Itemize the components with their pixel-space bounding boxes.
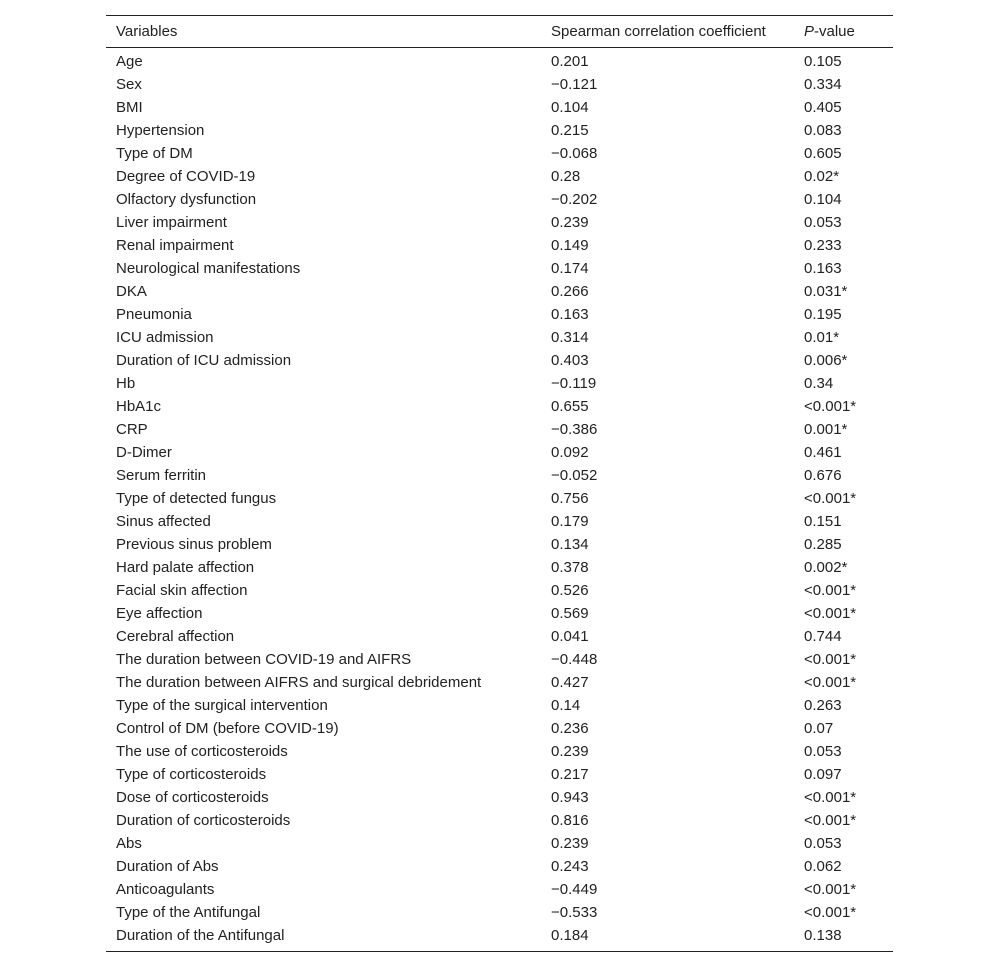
- cell-p-value: 0.138: [804, 927, 842, 944]
- header-p-letter: P: [804, 23, 815, 40]
- cell-p-value: 0.744: [804, 628, 842, 645]
- cell-coefficient: 0.239: [551, 835, 589, 852]
- cell-variable: Facial skin affection: [116, 582, 248, 599]
- cell-coefficient: 0.427: [551, 674, 589, 691]
- cell-variable: Type of the surgical intervention: [116, 697, 328, 714]
- cell-coefficient: −0.202: [551, 191, 598, 208]
- cell-coefficient: −0.119: [551, 375, 597, 392]
- cell-variable: Degree of COVID-19: [116, 168, 256, 185]
- cell-coefficient: 0.201: [551, 53, 589, 70]
- cell-p-value: 0.053: [804, 743, 842, 760]
- cell-coefficient: 0.403: [551, 352, 589, 369]
- cell-variable: Serum ferritin: [116, 467, 207, 484]
- table-row: [106, 464, 893, 487]
- cell-coefficient: 0.134: [551, 536, 589, 553]
- cell-p-value: 0.053: [804, 214, 842, 231]
- cell-p-value: <0.001*: [804, 398, 857, 415]
- cell-variable: Type of DM: [116, 145, 193, 162]
- table-row: [106, 832, 893, 855]
- table-row: [106, 625, 893, 648]
- cell-p-value: 0.07: [804, 720, 834, 737]
- cell-p-value: <0.001*: [804, 789, 857, 806]
- cell-variable: Duration of Abs: [116, 858, 219, 875]
- cell-coefficient: 0.179: [551, 513, 589, 530]
- cell-variable: Type of corticosteroids: [116, 766, 267, 783]
- cell-variable: Olfactory dysfunction: [116, 191, 257, 208]
- cell-coefficient: 0.163: [551, 306, 589, 323]
- cell-coefficient: 0.184: [551, 927, 589, 944]
- cell-p-value: <0.001*: [804, 651, 857, 668]
- table-row: [106, 855, 893, 878]
- cell-coefficient: 0.092: [551, 444, 589, 461]
- table-row: [106, 717, 893, 740]
- table-row: [106, 694, 893, 717]
- cell-p-value: <0.001*: [804, 490, 857, 507]
- table-row: [106, 441, 893, 464]
- table-row: [106, 372, 893, 395]
- table-row: [106, 901, 893, 924]
- cell-variable: D-Dimer: [116, 444, 172, 461]
- cell-p-value: 0.405: [804, 99, 842, 116]
- cell-coefficient: 0.215: [551, 122, 589, 139]
- cell-p-value: 0.461: [804, 444, 842, 461]
- cell-p-value: 0.263: [804, 697, 842, 714]
- cell-variable: Cerebral affection: [116, 628, 235, 645]
- cell-p-value: <0.001*: [804, 605, 857, 622]
- cell-variable: CRP: [116, 421, 148, 438]
- cell-variable: Sinus affected: [116, 513, 211, 530]
- cell-p-value: 0.006*: [804, 352, 848, 369]
- cell-variable: Hb: [116, 375, 136, 392]
- cell-coefficient: 0.239: [551, 743, 589, 760]
- cell-variable: Hard palate affection: [116, 559, 255, 576]
- cell-variable: Sex: [116, 76, 142, 93]
- cell-variable: Age: [116, 53, 143, 70]
- table-row: [106, 142, 893, 165]
- table-row: [106, 809, 893, 832]
- table-row: [106, 487, 893, 510]
- cell-p-value: <0.001*: [804, 904, 857, 921]
- table-row: [106, 556, 893, 579]
- cell-coefficient: 0.816: [551, 812, 589, 829]
- cell-variable: Liver impairment: [116, 214, 227, 231]
- table-row: [106, 648, 893, 671]
- cell-coefficient: −0.448: [551, 651, 598, 668]
- cell-coefficient: 0.943: [551, 789, 589, 806]
- cell-coefficient: 0.243: [551, 858, 589, 875]
- cell-variable: ICU admission: [116, 329, 214, 346]
- cell-p-value: 0.105: [804, 53, 842, 70]
- cell-p-value: 0.001*: [804, 421, 848, 438]
- cell-p-value: 0.002*: [804, 559, 848, 576]
- table-row: [106, 510, 893, 533]
- cell-coefficient: −0.533: [551, 904, 598, 921]
- cell-p-value: <0.001*: [804, 674, 857, 691]
- cell-p-value: 0.334: [804, 76, 842, 93]
- cell-p-value: 0.34: [804, 375, 834, 392]
- cell-p-value: 0.163: [804, 260, 842, 277]
- table-row: [106, 211, 893, 234]
- table-row: [106, 96, 893, 119]
- cell-p-value: 0.01*: [804, 329, 840, 346]
- cell-variable: Neurological manifestations: [116, 260, 301, 277]
- table-body: [106, 50, 893, 951]
- header-spearman: Spearman correlation coefficient: [551, 23, 766, 40]
- cell-p-value: <0.001*: [804, 582, 857, 599]
- cell-variable: Anticoagulants: [116, 881, 215, 898]
- cell-coefficient: 0.756: [551, 490, 589, 507]
- cell-variable: Type of detected fungus: [116, 490, 277, 507]
- header-p-value: [794, 16, 893, 47]
- cell-variable: Previous sinus problem: [116, 536, 272, 553]
- cell-coefficient: 0.314: [551, 329, 589, 346]
- cell-variable: HbA1c: [116, 398, 162, 415]
- cell-variable: The duration between COVID-19 and AIFRS: [116, 651, 412, 668]
- cell-coefficient: −0.052: [551, 467, 598, 484]
- cell-variable: The use of corticosteroids: [116, 743, 288, 760]
- cell-coefficient: 0.266: [551, 283, 589, 300]
- table-row: [106, 188, 893, 211]
- cell-coefficient: 0.217: [551, 766, 589, 783]
- cell-coefficient: −0.068: [551, 145, 598, 162]
- table-row: [106, 924, 893, 947]
- cell-p-value: 0.031*: [804, 283, 848, 300]
- correlation-table: [106, 15, 893, 952]
- cell-variable: DKA: [116, 283, 147, 300]
- table-row: [106, 73, 893, 96]
- cell-p-value: 0.02*: [804, 168, 840, 185]
- table-row: [106, 280, 893, 303]
- cell-coefficient: −0.449: [551, 881, 598, 898]
- table-row: [106, 602, 893, 625]
- cell-p-value: <0.001*: [804, 881, 857, 898]
- table-row: [106, 763, 893, 786]
- table-row: [106, 119, 893, 142]
- table-row: [106, 740, 893, 763]
- table-row: [106, 50, 893, 73]
- cell-variable: BMI: [116, 99, 143, 116]
- table-row: [106, 165, 893, 188]
- cell-variable: Dose of corticosteroids: [116, 789, 269, 806]
- cell-coefficient: 0.569: [551, 605, 589, 622]
- table-row: [106, 326, 893, 349]
- table-row: [106, 786, 893, 809]
- cell-p-value: 0.062: [804, 858, 842, 875]
- table-row: [106, 395, 893, 418]
- header-p-suffix: -value: [814, 23, 855, 40]
- cell-p-value: 0.083: [804, 122, 842, 139]
- cell-variable: Duration of the Antifungal: [116, 927, 285, 944]
- cell-coefficient: 0.239: [551, 214, 589, 231]
- table-row: [106, 418, 893, 441]
- cell-coefficient: 0.104: [551, 99, 589, 116]
- cell-p-value: 0.676: [804, 467, 842, 484]
- cell-coefficient: 0.041: [551, 628, 589, 645]
- cell-coefficient: −0.386: [551, 421, 598, 438]
- cell-coefficient: 0.149: [551, 237, 589, 254]
- cell-variable: Pneumonia: [116, 306, 192, 323]
- table-row: [106, 671, 893, 694]
- cell-variable: Type of the Antifungal: [116, 904, 261, 921]
- cell-coefficient: −0.121: [551, 76, 598, 93]
- cell-variable: Abs: [116, 835, 142, 852]
- cell-p-value: 0.285: [804, 536, 842, 553]
- cell-variable: Eye affection: [116, 605, 203, 622]
- cell-variable: Control of DM (before COVID-19): [116, 720, 339, 737]
- cell-variable: Hypertension: [116, 122, 205, 139]
- cell-variable: The duration between AIFRS and surgical debridement: [116, 674, 482, 691]
- cell-variable: Duration of corticosteroids: [116, 812, 291, 829]
- cell-coefficient: 0.378: [551, 559, 589, 576]
- cell-coefficient: 0.174: [551, 260, 589, 277]
- cell-variable: Duration of ICU admission: [116, 352, 292, 369]
- table-row: [106, 303, 893, 326]
- table-row: [106, 349, 893, 372]
- cell-p-value: 0.195: [804, 306, 842, 323]
- cell-p-value: <0.001*: [804, 812, 857, 829]
- table-row: [106, 878, 893, 901]
- cell-p-value: 0.233: [804, 237, 842, 254]
- table-row: [106, 257, 893, 280]
- table-row: [106, 533, 893, 556]
- header-variables: Variables: [116, 23, 178, 40]
- cell-coefficient: 0.28: [551, 168, 581, 185]
- cell-coefficient: 0.655: [551, 398, 589, 415]
- cell-coefficient: 0.14: [551, 697, 581, 714]
- cell-p-value: 0.151: [804, 513, 842, 530]
- cell-p-value: 0.053: [804, 835, 842, 852]
- cell-p-value: 0.104: [804, 191, 842, 208]
- cell-coefficient: 0.526: [551, 582, 589, 599]
- cell-variable: Renal impairment: [116, 237, 234, 254]
- cell-coefficient: 0.236: [551, 720, 589, 737]
- table-header-row: [106, 16, 893, 48]
- cell-p-value: 0.097: [804, 766, 842, 783]
- table-row: [106, 579, 893, 602]
- table-row: [106, 234, 893, 257]
- cell-p-value: 0.605: [804, 145, 842, 162]
